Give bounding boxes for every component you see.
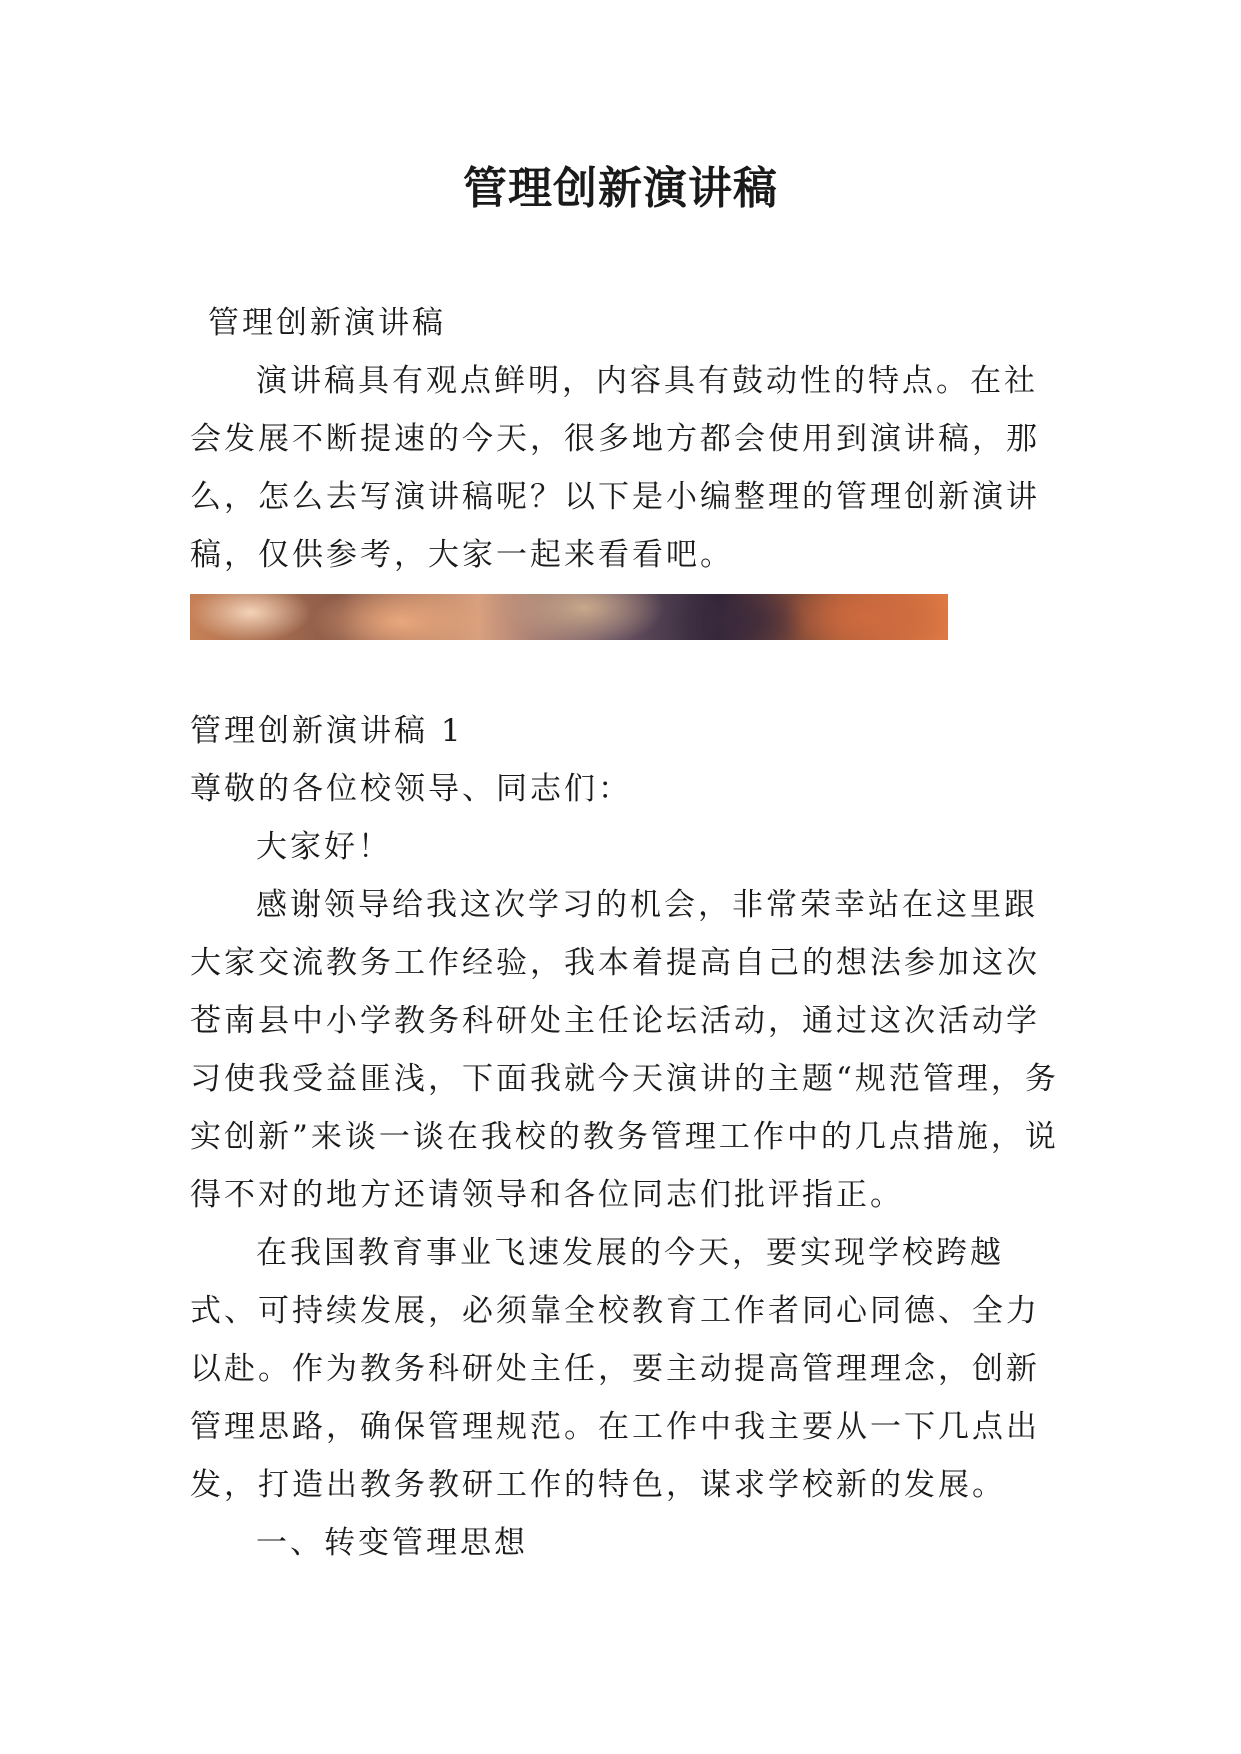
body-paragraph: 在我国教育事业飞速发展的今天，要实现学校跨越式、可持续发展，必须靠全校教育工作者同心同德、全力以赴。作为教务科研处主任，要主动提高管理理念，创新管理思路，确保管理规范。在工作中我主要从一下几点出发，打造出教务教研工作的特色，谋求学校新的发展。 (190, 1235, 1040, 1503)
point-heading: 一、转变管理思想 (256, 1525, 528, 1561)
intro-paragraph: 演讲稿具有观点鲜明，内容具有鼓动性的特点。在社会发展不断提速的今天，很多地方都会使用到演讲稿，那么，怎么去写演讲稿呢？以下是小编整理的管理创新演讲稿，仅供参考，大家一起来看看吧。 (190, 363, 1040, 573)
page-title: 管理创新演讲稿 (463, 163, 778, 214)
document-body (190, 294, 1070, 1572)
section-heading: 管理创新演讲稿 1 (190, 713, 464, 749)
salutation: 尊敬的各位校领导、同志们： (190, 771, 632, 807)
body-paragraph: 感谢领导给我这次学习的机会，非常荣幸站在这里跟大家交流教务工作经验，我本着提高自己的想法参加这次苍南县中小学教务科研处主任论坛活动，通过这次活动学习使我受益匪浅，下面我就今天演讲的主题“规范管理，务实创新”来谈一谈在我校的教务管理工作中的几点措施，说得不对的地方还请领导和各位同志们批评指正。 (190, 887, 1059, 1213)
greeting: 大家好！ (256, 829, 392, 865)
banner-photo (190, 594, 948, 640)
document-subtitle: 管理创新演讲稿 (208, 305, 446, 341)
